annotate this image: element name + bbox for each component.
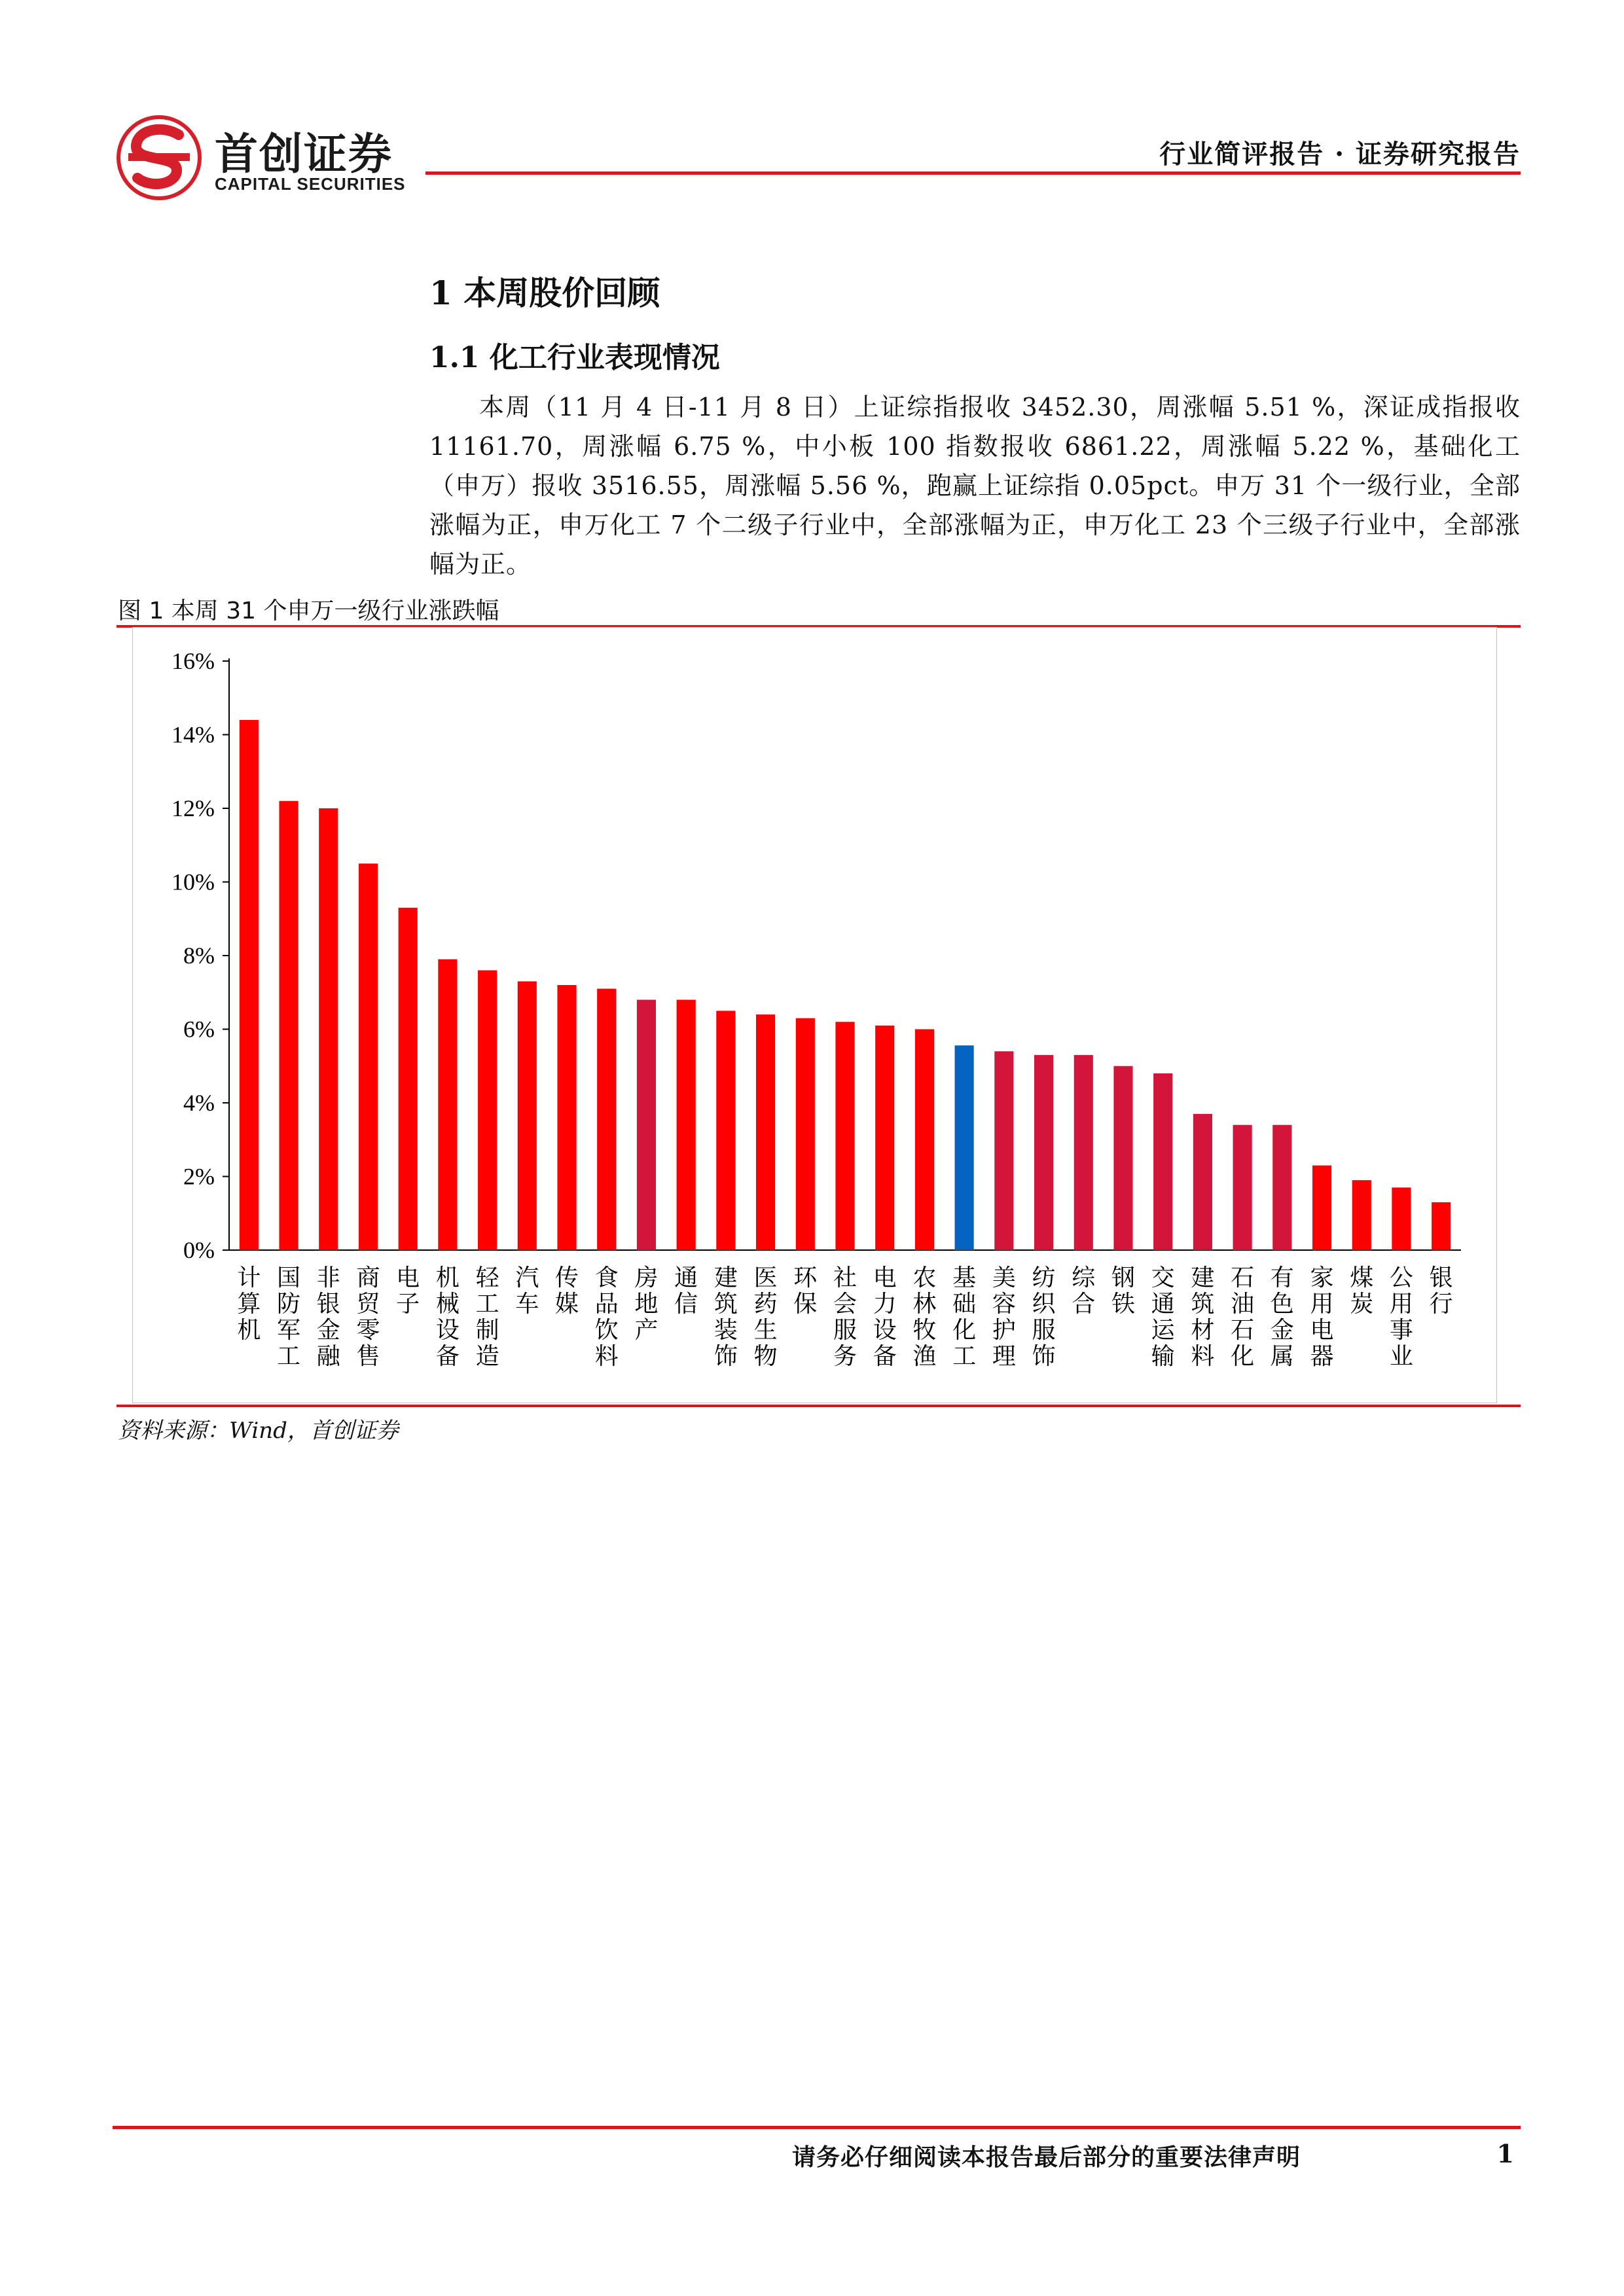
x-category-label — [912, 1265, 936, 1370]
bar — [955, 1045, 974, 1250]
category-char: 料 — [1191, 1343, 1215, 1370]
bar — [677, 1000, 696, 1251]
y-tick-label: 4% — [183, 1090, 215, 1116]
figure-bottom-rule — [117, 1405, 1521, 1407]
category-char: 用 — [1389, 1291, 1413, 1318]
bar — [1034, 1055, 1053, 1250]
category-char: 媒 — [555, 1291, 579, 1318]
category-char: 会 — [833, 1291, 857, 1318]
x-category-label — [436, 1265, 460, 1370]
category-char: 商 — [356, 1265, 380, 1291]
category-char: 地 — [634, 1291, 659, 1318]
category-char: 建 — [713, 1265, 738, 1291]
bar — [438, 960, 457, 1250]
category-char: 输 — [1151, 1343, 1175, 1370]
bar — [279, 801, 298, 1250]
category-char: 务 — [833, 1343, 857, 1370]
category-char: 运 — [1151, 1317, 1175, 1344]
x-category-label — [1231, 1265, 1254, 1370]
category-char: 医 — [753, 1265, 778, 1291]
header-divider — [425, 171, 1521, 175]
y-tick-label: 2% — [183, 1163, 215, 1190]
figure-source: 资料来源：Wind，首创证券 — [118, 1418, 399, 1444]
footer-divider — [113, 2126, 1521, 2129]
category-char: 传 — [555, 1265, 579, 1291]
category-char: 信 — [674, 1291, 698, 1318]
y-tick-label: 12% — [171, 795, 215, 821]
category-char: 林 — [912, 1291, 937, 1318]
bar — [875, 1026, 894, 1250]
category-char: 械 — [435, 1291, 460, 1318]
category-char: 织 — [1032, 1291, 1056, 1318]
category-char: 轻 — [475, 1265, 499, 1291]
category-char: 农 — [912, 1265, 937, 1291]
category-char: 行 — [1429, 1291, 1453, 1318]
category-char: 材 — [1191, 1317, 1215, 1344]
category-char: 基 — [952, 1265, 977, 1291]
category-char: 合 — [1072, 1291, 1096, 1318]
category-char: 金 — [1270, 1317, 1294, 1344]
x-category-label — [754, 1265, 778, 1370]
x-category-label — [396, 1265, 420, 1318]
x-category-label — [1310, 1265, 1334, 1370]
bar — [915, 1030, 934, 1251]
bar — [1193, 1114, 1212, 1250]
category-char: 综 — [1072, 1265, 1096, 1291]
x-category-label — [515, 1265, 539, 1318]
bar — [399, 908, 418, 1250]
bar — [1352, 1180, 1371, 1250]
bar — [835, 1022, 854, 1250]
section-heading: 1 本周股价回顾 — [429, 274, 660, 312]
category-char: 药 — [753, 1291, 778, 1318]
category-char: 银 — [1429, 1265, 1453, 1291]
category-char: 钢 — [1111, 1265, 1135, 1291]
category-char: 食 — [594, 1265, 619, 1291]
category-char: 料 — [594, 1343, 619, 1370]
x-category-label — [356, 1265, 380, 1370]
category-char: 色 — [1270, 1291, 1294, 1318]
bar — [1113, 1066, 1132, 1250]
x-category-label — [1151, 1265, 1176, 1370]
category-char: 油 — [1231, 1291, 1255, 1318]
capital-securities-logo-icon — [117, 115, 202, 200]
bar — [518, 981, 537, 1250]
category-char: 装 — [713, 1317, 738, 1344]
category-char: 造 — [475, 1343, 499, 1370]
x-category-label — [237, 1265, 261, 1344]
x-category-label — [277, 1265, 300, 1370]
y-tick-label: 0% — [183, 1237, 215, 1263]
category-char: 电 — [1310, 1317, 1334, 1344]
category-char: 事 — [1389, 1317, 1413, 1344]
category-char: 子 — [396, 1291, 420, 1318]
category-char: 炭 — [1350, 1291, 1374, 1318]
category-char: 属 — [1270, 1343, 1294, 1370]
category-char: 化 — [1231, 1343, 1255, 1370]
bar — [1392, 1187, 1411, 1250]
category-char: 金 — [316, 1317, 340, 1344]
category-char: 计 — [237, 1265, 261, 1291]
y-tick-label: 16% — [171, 648, 215, 674]
y-tick-label: 14% — [171, 721, 215, 748]
industry-returns-chart — [132, 627, 1497, 1403]
x-category-label — [1032, 1265, 1056, 1370]
category-char: 交 — [1151, 1265, 1175, 1291]
category-char: 饮 — [594, 1317, 619, 1344]
category-char: 理 — [992, 1343, 1016, 1370]
category-char: 物 — [753, 1343, 778, 1370]
bar — [796, 1018, 815, 1250]
category-char: 业 — [1389, 1343, 1413, 1370]
category-char: 军 — [277, 1317, 301, 1344]
bar — [716, 1011, 735, 1250]
page-number: 1 — [1496, 2139, 1514, 2168]
category-char: 饰 — [713, 1343, 738, 1370]
category-char: 机 — [435, 1265, 460, 1291]
category-char: 煤 — [1350, 1265, 1374, 1291]
category-char: 牧 — [912, 1317, 937, 1344]
category-char: 贸 — [356, 1291, 380, 1318]
x-category-label — [992, 1265, 1016, 1370]
bar-chart-svg — [132, 627, 1497, 1403]
x-category-label — [555, 1265, 579, 1318]
category-char: 环 — [793, 1265, 818, 1291]
legal-disclaimer: 请务必仔细阅读本报告最后部分的重要法律声明 — [792, 2144, 1301, 2171]
company-logo — [117, 115, 431, 200]
category-char: 器 — [1310, 1343, 1334, 1370]
category-char: 工 — [277, 1343, 301, 1370]
x-category-label — [595, 1265, 619, 1370]
category-char: 设 — [435, 1317, 460, 1344]
category-char: 电 — [396, 1265, 420, 1291]
x-category-label — [873, 1265, 897, 1370]
category-char: 美 — [992, 1265, 1016, 1291]
category-char: 备 — [435, 1343, 460, 1370]
category-char: 售 — [356, 1343, 380, 1370]
category-char: 通 — [674, 1265, 698, 1291]
category-char: 电 — [873, 1265, 897, 1291]
category-char: 护 — [992, 1317, 1016, 1344]
x-category-label — [1191, 1265, 1214, 1370]
category-char: 非 — [316, 1265, 340, 1291]
x-category-label — [952, 1265, 976, 1370]
category-char: 渔 — [912, 1343, 937, 1370]
category-char: 石 — [1231, 1265, 1255, 1291]
figure-title: 图 1 本周 31 个申万一级行业涨跌幅 — [118, 598, 499, 624]
category-char: 银 — [316, 1291, 340, 1318]
x-category-label — [1350, 1265, 1373, 1318]
subsection-heading: 1.1 化工行业表现情况 — [429, 341, 720, 374]
bar — [637, 1000, 656, 1251]
category-char: 公 — [1389, 1265, 1413, 1291]
category-char: 国 — [277, 1265, 301, 1291]
x-category-label — [714, 1265, 738, 1370]
category-char: 石 — [1231, 1317, 1255, 1344]
category-char: 容 — [992, 1291, 1016, 1318]
bar — [756, 1014, 775, 1250]
category-char: 服 — [1032, 1317, 1056, 1344]
bar — [478, 971, 497, 1251]
category-char: 家 — [1310, 1265, 1334, 1291]
category-char: 车 — [515, 1291, 539, 1318]
category-char: 饰 — [1032, 1343, 1056, 1370]
x-category-label — [1430, 1265, 1453, 1318]
body-paragraph: 本周（11 月 4 日-11 月 8 日）上证综指报收 3452.30，周涨幅 5.51 %，深证成指报收 11161.70，周涨幅 6.75 %，中小板 100 指数报收 6861.22，周涨幅 5.22 %，基础化工（申万）报收 3516.55，周涨幅 5.56 %，跑赢上证综指 0.05pct。申万 31 个一级行业，全部涨幅为正，申万化工 7 个二级子行业中，全部涨幅为正，申万化工 23 个三级子行业中，全部涨幅为正。 — [429, 393, 1521, 579]
category-char: 零 — [356, 1317, 380, 1344]
category-char: 融 — [316, 1343, 340, 1370]
x-category-label — [317, 1265, 341, 1370]
category-char: 算 — [237, 1291, 261, 1318]
logo-chinese-name: 首创证券 — [215, 129, 393, 179]
x-category-label — [1111, 1265, 1135, 1318]
y-tick-label: 6% — [183, 1016, 215, 1043]
y-tick-label: 8% — [183, 942, 215, 969]
bar — [1432, 1202, 1451, 1250]
bar — [1312, 1166, 1331, 1250]
category-char: 筑 — [713, 1291, 738, 1318]
category-char: 有 — [1270, 1265, 1294, 1291]
category-char: 制 — [475, 1317, 499, 1344]
category-char: 服 — [833, 1317, 857, 1344]
x-category-label — [1390, 1265, 1413, 1370]
bar — [359, 863, 378, 1250]
x-category-label — [833, 1265, 857, 1370]
category-char: 化 — [952, 1317, 977, 1344]
category-char: 品 — [594, 1291, 619, 1318]
x-category-label — [1072, 1265, 1096, 1318]
x-category-label — [634, 1265, 658, 1344]
y-tick-label: 10% — [171, 869, 215, 895]
category-char: 机 — [237, 1317, 261, 1344]
x-category-label — [1271, 1265, 1294, 1370]
category-char: 通 — [1151, 1291, 1175, 1318]
category-char: 保 — [793, 1291, 818, 1318]
category-char: 房 — [634, 1265, 659, 1291]
category-char: 用 — [1310, 1291, 1334, 1318]
bar — [319, 808, 338, 1250]
category-char: 工 — [952, 1343, 977, 1370]
category-char: 设 — [873, 1317, 897, 1344]
bar — [240, 720, 259, 1250]
category-char: 础 — [952, 1291, 977, 1318]
x-category-label — [674, 1265, 698, 1318]
category-char: 汽 — [515, 1265, 539, 1291]
category-char: 产 — [634, 1317, 659, 1344]
category-char: 备 — [873, 1343, 897, 1370]
bar — [1233, 1125, 1252, 1250]
category-char: 建 — [1191, 1265, 1215, 1291]
bar — [557, 985, 576, 1250]
x-category-label — [793, 1265, 818, 1318]
bar — [597, 989, 616, 1250]
logo-english-name: CAPITAL SECURITIES — [215, 174, 406, 194]
category-char: 工 — [475, 1291, 499, 1318]
category-char: 筑 — [1191, 1291, 1215, 1318]
x-category-label — [476, 1265, 500, 1370]
category-char: 社 — [833, 1265, 857, 1291]
category-char: 防 — [277, 1291, 301, 1318]
category-char: 力 — [873, 1291, 897, 1318]
bar — [1153, 1073, 1172, 1250]
category-char: 铁 — [1111, 1291, 1135, 1318]
category-char: 纺 — [1032, 1265, 1056, 1291]
bar — [1074, 1055, 1093, 1250]
bar — [1272, 1125, 1291, 1250]
report-type-title: 行业简评报告 · 证券研究报告 — [1159, 139, 1521, 170]
bar — [994, 1051, 1013, 1250]
category-char: 生 — [753, 1317, 778, 1344]
